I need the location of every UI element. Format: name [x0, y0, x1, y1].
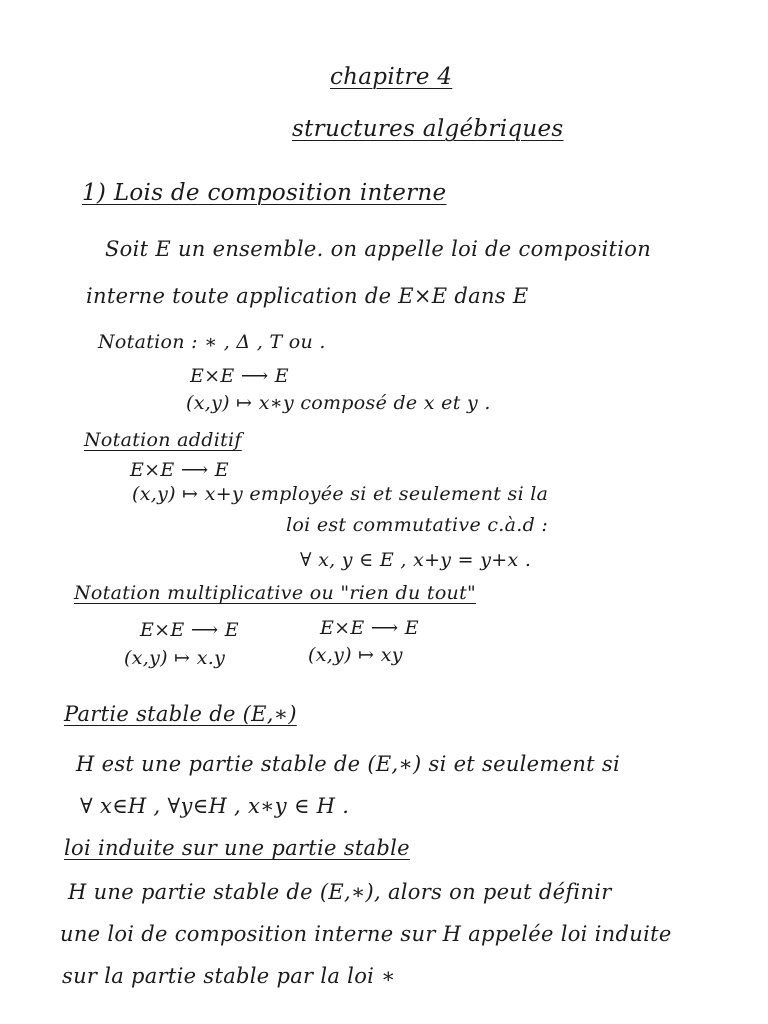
section-heading-text: 1) Lois de composition interne	[82, 180, 447, 206]
subheading: Partie stable de (E,∗)	[64, 702, 297, 726]
mapping-line: (x,y) ↦ x.y	[124, 647, 226, 669]
chapter-heading: chapitre 4	[330, 64, 453, 90]
formula-line: ∀ x, y ∈ E , x+y = y+x .	[300, 549, 532, 571]
subheading: Notation multiplicative ou "rien du tout"	[74, 582, 477, 604]
text-line: H est une partie stable de (E,∗) si et seulement si	[76, 752, 620, 776]
text-line: loi est commutative c.à.d :	[286, 514, 549, 536]
chapter-title: structures algébriques	[292, 116, 564, 142]
definition-line: Soit E un ensemble. on appelle loi de composition	[105, 237, 652, 261]
mapping-line: (x,y) ↦ x∗y composé de x et y .	[186, 392, 491, 414]
formula-line: ∀ x∈H , ∀y∈H , x∗y ∈ H .	[80, 794, 350, 818]
notation-line: Notation : ∗ , Δ , T ou .	[98, 331, 326, 353]
mapping-line: E×E ⟶ E	[130, 459, 229, 481]
text-line: sur la partie stable par la loi ∗	[62, 964, 396, 988]
mapping-line: E×E ⟶ E	[190, 365, 289, 387]
mapping-line: (x,y) ↦ xy	[308, 644, 403, 666]
mapping-line: (x,y) ↦ x+y employée si et seulement si la	[132, 483, 549, 505]
definition-line: interne toute application de E×E dans E	[86, 284, 529, 308]
mapping-line: E×E ⟶ E	[320, 617, 419, 639]
subheading: Notation additif	[84, 429, 242, 451]
text-line: H une partie stable de (E,∗), alors on peut définir	[68, 880, 612, 904]
text-line: une loi de composition interne sur H appelée loi induite	[60, 922, 672, 946]
subheading: loi induite sur une partie stable	[64, 836, 410, 860]
mapping-line: E×E ⟶ E	[140, 619, 239, 641]
section-heading	[82, 180, 446, 206]
